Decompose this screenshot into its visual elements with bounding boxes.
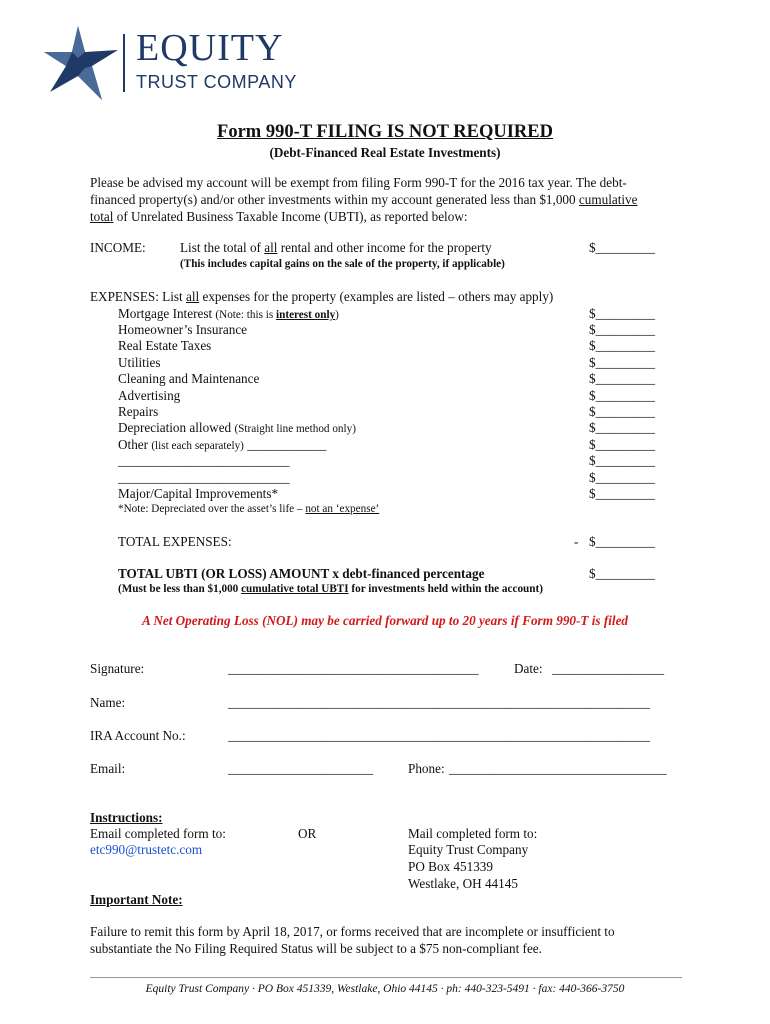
logo-line2: TRUST COMPANY	[136, 72, 297, 92]
instructions-mail-name: Equity Trust Company	[408, 842, 529, 857]
expense-major-improvements: Major/Capital Improvements*	[118, 486, 279, 501]
expense-amount-field[interactable]: $_________	[589, 306, 655, 321]
total-ubti-amount-field[interactable]: $_________	[589, 566, 655, 581]
instructions-heading: Instructions:	[90, 810, 163, 825]
total-ubti-label: TOTAL UBTI (OR LOSS) AMOUNT x debt-financed percentage	[118, 566, 485, 581]
expense-amount-field[interactable]: $_________	[589, 470, 655, 485]
email-field[interactable]: ______________________	[228, 761, 374, 776]
expense-utilities: Utilities	[118, 355, 161, 370]
important-heading: Important Note:	[90, 892, 183, 907]
income-amount-field[interactable]: $_________	[589, 240, 655, 255]
date-field[interactable]: _________________	[552, 661, 665, 676]
total-expenses-amount-field[interactable]: $_________	[589, 534, 655, 549]
expense-amount-field[interactable]: $_________	[589, 388, 655, 403]
instructions-mail-text: Mail completed form to:	[408, 826, 538, 841]
star-icon	[40, 22, 120, 104]
expense-mortgage-interest: Mortgage Interest (Note: this is interest only)	[118, 306, 339, 321]
expenses-footnote: *Note: Depreciated over the asset’s life – not an ‘expense’	[118, 503, 380, 515]
footer-text: Equity Trust Company · PO Box 451339, Westlake, Ohio 44145 · ph: 440-323-5491 · fax: 440-366-3750	[145, 983, 625, 995]
important-line2: substantiate the No Filing Required Status will be subject to a $75 non-compliant fee.	[90, 941, 542, 956]
ira-account-field[interactable]: ________________________________________________________________	[228, 728, 650, 743]
expense-amount-field[interactable]: $_________	[589, 437, 655, 452]
phone-label: Phone:	[408, 761, 445, 776]
important-line1: Failure to remit this form by April 18, 2017, or forms received that are incomplete or insufficient to	[90, 924, 615, 939]
name-field[interactable]: ________________________________________________________________	[228, 695, 650, 710]
instructions-email-link[interactable]: etc990@trustetc.com	[90, 842, 203, 857]
expense-depreciation: Depreciation allowed (Straight line method only)	[118, 420, 356, 435]
page-title: Form 990-T FILING IS NOT REQUIRED	[217, 122, 553, 142]
intro-line1: Please be advised my account will be exempt from filing Form 990-T for the 2016 tax year. The debt-	[90, 175, 627, 190]
expense-advertising: Advertising	[118, 388, 181, 403]
logo-line1: EQUITY	[136, 27, 284, 69]
expense-amount-field[interactable]: $_________	[589, 322, 655, 337]
instructions-email-text: Email completed form to:	[90, 826, 226, 841]
income-label: INCOME:	[90, 240, 146, 255]
expense-homeowners-insurance: Homeowner’s Insurance	[118, 322, 248, 337]
intro-line3: total of Unrelated Business Taxable Income (UBTI), as reported below:	[90, 209, 468, 224]
income-description: List the total of all rental and other income for the property	[180, 240, 492, 255]
expense-amount-field[interactable]: $_________	[589, 453, 655, 468]
page-subtitle: (Debt-Financed Real Estate Investments)	[269, 145, 501, 160]
signature-field[interactable]: ______________________________________	[228, 661, 479, 676]
intro-paragraph	[90, 174, 680, 225]
nol-note: A Net Operating Loss (NOL) may be carried forward up to 20 years if Form 990-T is filed	[141, 613, 629, 628]
email-label: Email:	[90, 761, 126, 776]
expense-real-estate-taxes: Real Estate Taxes	[118, 338, 212, 353]
expense-blank-line-1[interactable]: __________________________	[118, 453, 290, 468]
expense-blank-line-2[interactable]: __________________________	[118, 470, 290, 485]
name-label: Name:	[90, 695, 126, 710]
instructions-mail-box: PO Box 451339	[408, 859, 493, 874]
logo-divider	[123, 34, 125, 92]
date-label: Date:	[514, 661, 543, 676]
total-expenses-minus: -	[574, 534, 579, 549]
total-ubti-note: (Must be less than $1,000 cumulative total UBTI for investments held within the account)	[118, 583, 543, 595]
expense-amount-field[interactable]: $_________	[589, 486, 655, 501]
expense-amount-field[interactable]: $_________	[589, 371, 655, 386]
expense-repairs: Repairs	[118, 404, 159, 419]
instructions-or: OR	[298, 826, 317, 841]
expense-amount-field[interactable]: $_________	[589, 420, 655, 435]
instructions-mail-city: Westlake, OH 44145	[408, 876, 518, 891]
signature-label: Signature:	[90, 661, 145, 676]
total-expenses-label: TOTAL EXPENSES:	[118, 534, 232, 549]
expense-amount-field[interactable]: $_________	[589, 355, 655, 370]
footer-divider	[90, 977, 682, 978]
expenses-header: EXPENSES: List all expenses for the property (examples are listed – others may apply)	[90, 289, 554, 304]
company-logo	[40, 22, 330, 104]
expense-amount-field[interactable]: $_________	[589, 338, 655, 353]
expense-cleaning-maintenance: Cleaning and Maintenance	[118, 371, 260, 386]
expense-amount-field[interactable]: $_________	[589, 404, 655, 419]
phone-field[interactable]: _________________________________	[449, 761, 667, 776]
ira-account-label: IRA Account No.:	[90, 728, 186, 743]
expense-other: Other (list each separately) ____________	[118, 437, 327, 452]
intro-line2: financed property(s) and/or other investments within my account generated less than $1,000 cumulative	[90, 192, 638, 207]
income-note: (This includes capital gains on the sale of the property, if applicable)	[180, 258, 505, 270]
